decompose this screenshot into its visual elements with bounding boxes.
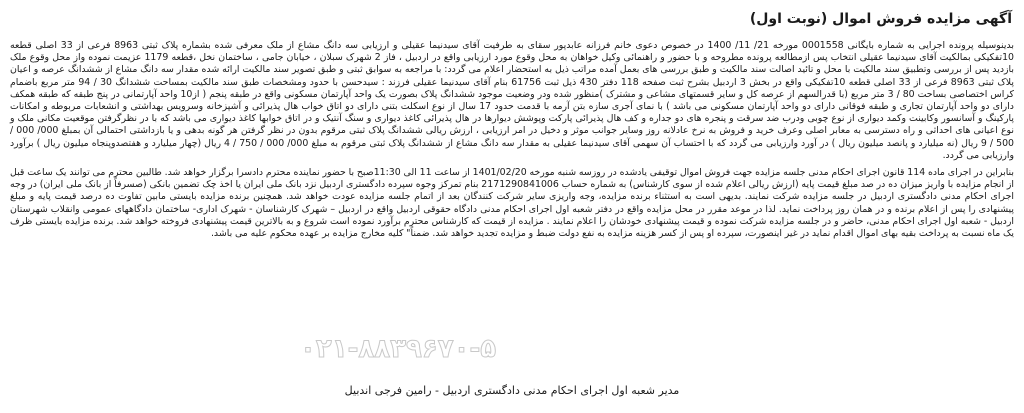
notice-signature: مدیر شعبه اول اجرای احکام مدنی دادگستری اردبیل - رامین فرجی اندبیل [344,384,680,397]
phone-watermark: ۰۲۱-۸۸۳۹۶۷۰-۵ [300,334,497,364]
notice-title: آگهی مزایده فروش اموال (نوبت اول) [749,11,1012,27]
notice-paragraph-auction-terms: بنابراین در اجرای ماده 114 قانون اجرای احکام مدنی جلسه مزایده جهت فروش اموال توقیفی یادشده در روزسه شنبه مورخه 1401/02/20 از ساعت 11 الی 11:30صبح با حضور نماینده محترم دادسرا برگزار خواهد شد. طالبین محترم می توانند یک ساعت قبل از انجام مزایده با واریز میزان ده در صد مبلغ قیمت پایه (ارزش ریالی اعلام شده از سوی کارشناس) به شماره حساب 2171290841006 بنام تمرکز وجوه سپرده دادگستری اردبیل نزد بانک ملی ایران یا اخذ چک تضمین بانکی (صسرفاً از بانک ملی ایران) در وجه اجرای احکام مدنی دادگستری اردبیل در جلسه مزایده شرکت نمایند. بدیهی است به استثناء برنده مزایده، وجه واریزی سایر شرکت کنندگان بعد از اتمام جلسه مزایده عودت خواهد شد. همچنین برنده مزایده بایستی مابین تفاوت ده درصد قیمت پایه و مبلغ پیشنهادی را پس از اعلام برنده و در همان روز پرداخت نماید. لذا در موعد مقرر در محل مزایده واقع در دفتر شعبه اول اجرای احکام مدنی دادگاه حقوقی اردبیل واقع در اردبیل – شهرک کارشناسان - شهرک اداری- ساختمان دادگاههای عمومی وانقلاب شهرستان اردبیل - شعبه اول اجرای احکام مدنی، حاضر و در جلسه مزایده شرکت نموده و قیمت پیشنهادی خودشان را اعلام نمایند . مزایده از قیمت که کارشناس محترم برآورد نموده است شروع و به بالاترین قیمت پیشنهادی فروخته خواهد شد. برنده مزایده بایستی ظرف یک ماه نسبت به پرداخت بقیه بهای اموال اقدام نماید در غیر اینصورت، سپرده او پس از کسر هزینه مزایده به نفع دولت ضبط و مزایده تجدید خواهد شد. ضمناً" کلیه مخارج مزایده بر عهده محکوم علیه می باشد. [10,167,1014,240]
notice-paragraph-assessment: بدینوسیله پرونده اجرایی به شماره بایگانی 0001558 مورخه 21/ 11/ 1400 در خصوص دعوی خانم فرزانه عابدپور سقای به طرفیت آقای سیدنیما عقیلی و ارزیابی سه دانگ مشاع از ملک معرفی شده بشماره پلاک ثبتی 8963 فرعی از 33 اصلی قطعه 10تفکیکی بمالکیت آقای سیدنیما عقیلی انتخاب پس ازمطالعه پرونده مطروحه و با حضور و راهنمائی وکیل خواهان به محل وقوع مورد ارزیابی واقع در اردبیل ، فاز 2 شهرک سبلان ، خیابان جامی ، ساختمان نخل ،قطعه 1179 عزیمت نموده واز محل وقوع ملک بازدید پس از بررسی وتطبیق سند مالکیت با محل و تائید اصالت سند مالکیت و طبق بررسی های بعمل آمده مراتب ذیل به استحضار اعلام می گردد: با مراجعه به سوابق ثبتی و طبق تصویر سند مالکیت ارائه شده مقدار سه دانگ مشاع از ششدانگ عرصه و اعیان پلاک ثبتی 8963 فرعی از 33 اصلی قطعه 10تفکیکی واقع در بخش 3 اردبیل بشرح ثبت صفحه 118 دفتر 430 ذیل ثبت 61756 بنام آقای سیدنیما عقیلی فرزند : سیدحسن با حدود ومشخصات طبق سند مالکیت بمساحت ششدانگ 30 / 94 متر مربع باضمام کراس اختصاصی بساحت 80 / 3 متر مربع (با قدرالسهم از عرصه کل و سایر قسمتهای مشاعی و مشترک )منظور شده ودر وضعیت موجود ششدانگ پلاک بصورت یک واحد آپارتمان مسکونی واقع در طبقه پنجم ( از10 واحد آپارتمانی در پنج طبقه که طبقه همکف دارای دو واحد آپارتمان تجاری و طبقه فوقانی دارای دو واحد آپارتمان مسکونی می باشد ) با نمای آجری سازه بتن آرمه با قدمت حدود 17 سال از نوع اسکلت بتنی دارای دو اتاق خواب هال پذیرائی و آشپزخانه وسرویس بهداشتی و انشعابات مربوطه و امکانات پارکینگ و آسانسور وکابینت وکمد دیواری از نوع چوبی ودرب ضد سرقت و پنجره های دو جداره و کف هال پذیرائی پارکت وپوشش دیوارها در هال پذیرائی کاغذ دیواری و سنگ آنتیک و در اتاق خوابها کاغذ دیواری می باشد که با در نظرگرفتن موقعیت مکانی ملک و نوع اعیانی های احداثی و راه دسترسی به معابر اصلی وعرف خرید و فروش به نرخ عادلانه روز وسایر جوانب موثر و دخیل در امر ارزیابی ، ارزش ریالی ششدانگ پلاک ثبتی مرقوم بدون در نظر گرفتن هر گونه بدهی و یا بازداشتی احتمالی آن بمبلغ 000/ 000 / 500 / 9 ریال (نه میلیارد و پانصد میلیون ریال ) در آورد وارزیابی می گردد که با احتساب آن سهمی آقای سیدنیما عقیلی به مقدار سه دانگ مشاع از ششدانگ پلاک ثبتی مرقوم به مبلغ 000/ 000 / 750 / 4 ریال (چهار میلیارد و هفتصدوپنجاه میلیون ریال ) برآورد وارزیابی می گردد. [10,40,1015,161]
